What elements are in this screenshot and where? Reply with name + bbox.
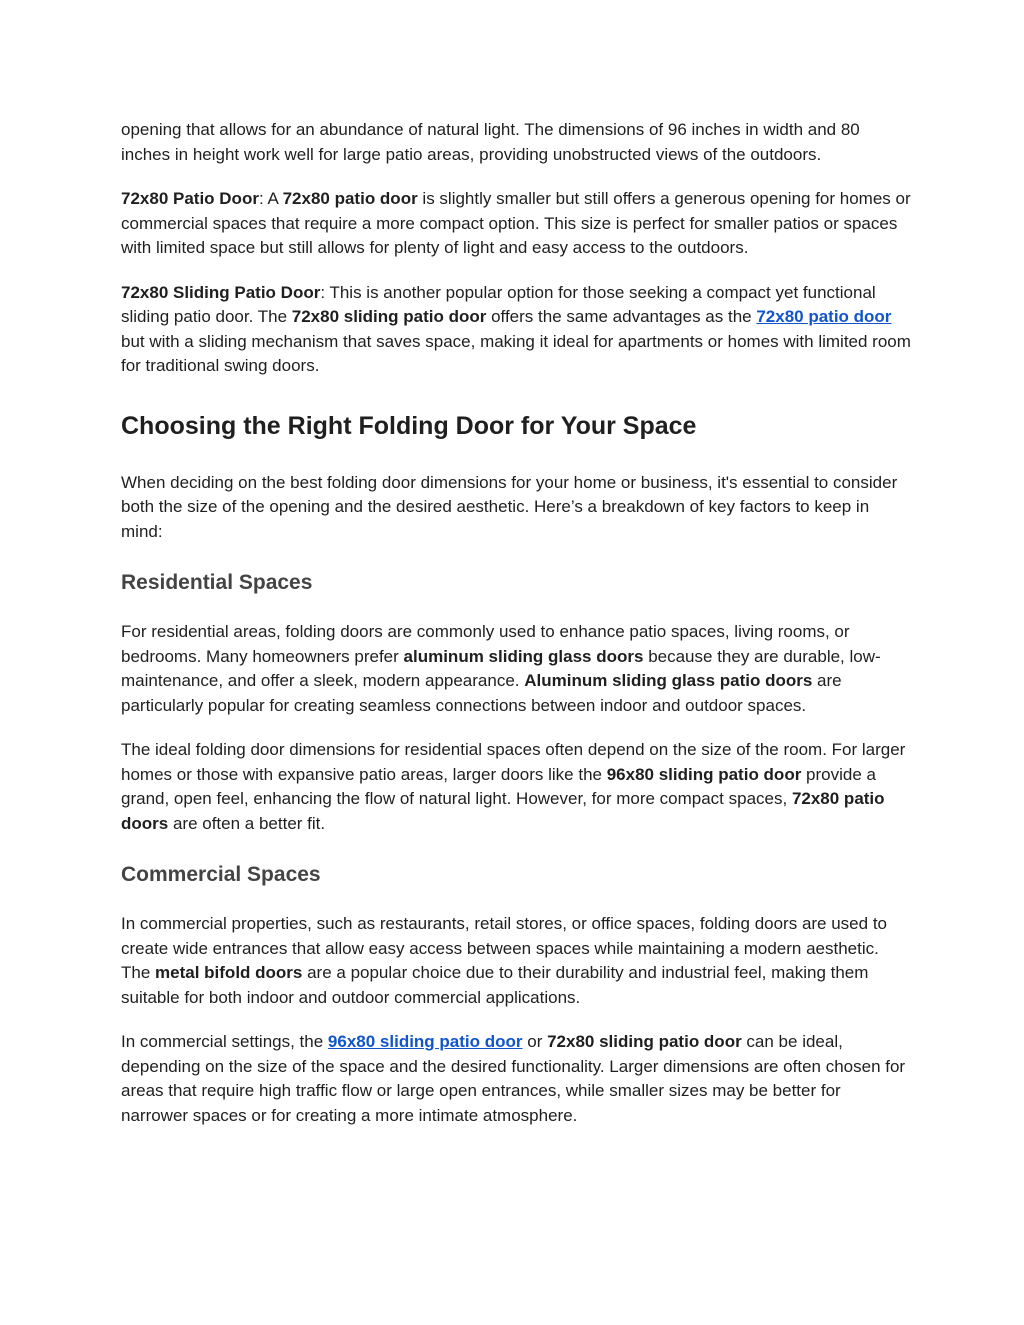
paragraph-text: When deciding on the best folding door dimensions for your home or business, it's essential to consider both the size of the opening and the desired aesthetic. Here’s a breakdown of key factors to keep in mind: xyxy=(121,472,898,541)
bold-72x80-sliding-patio-door: 72x80 sliding patio door xyxy=(291,307,487,326)
paragraph-text: : A xyxy=(258,189,283,208)
paragraph-72x80-sliding-patio-door xyxy=(121,281,911,379)
paragraph-text: The ideal folding door dimensions for residential spaces often depend on the size of the room. For larger homes or those with expansive patio areas, larger doors like the xyxy=(121,740,906,784)
bold-aluminum-sliding-glass-doors: aluminum sliding glass doors xyxy=(403,646,644,666)
paragraph-text: : This is another popular option for those seeking a compact yet functional sliding patio door. The xyxy=(121,282,876,326)
bold-metal-bifold-doors: metal bifold doors xyxy=(155,963,303,982)
paragraph-text: because they are durable, low-maintenance, and offer a sleek, modern appearance. xyxy=(121,646,881,690)
bold-72x80-patio-doors: 72x80 patio doors xyxy=(121,789,885,833)
paragraph-text: are a popular choice due to their durability and industrial feel, making them suitable for both indoor and outdoor commercial applications. xyxy=(121,963,869,1007)
paragraph-text: but with a sliding mechanism that saves space, making it ideal for apartments or homes with limited room for traditional swing doors. xyxy=(121,331,911,375)
paragraph-text: offers the same advantages as the xyxy=(486,307,757,326)
bold-aluminum-sliding-glass-patio-doors: Aluminum sliding glass patio doors xyxy=(524,671,813,690)
bold-96x80-sliding-patio-door: 96x80 sliding patio door xyxy=(606,764,802,784)
paragraph-commercial-properties xyxy=(121,912,911,1010)
paragraph-text: opening that allows for an abundance of natural light. The dimensions of 96 inches in width and 80 inches in height work well for large patio areas, providing unobstructed views of the outdoors. xyxy=(121,120,860,164)
paragraph-72x80-patio-door xyxy=(121,187,911,261)
paragraph-text: is slightly smaller but still offers a generous opening for homes or commercial spaces that require a more compact option. This size is perfect for smaller patios or spaces with limited space but still allows for plenty of light and easy access to the outdoors. xyxy=(121,189,911,257)
term-72x80-sliding-patio-door: 72x80 Sliding Patio Door xyxy=(121,282,321,302)
paragraph-96x80-continued xyxy=(121,118,911,167)
heading-choosing-right-folding-door: Choosing the Right Folding Door for Your Space xyxy=(121,411,697,440)
heading-commercial-spaces: Commercial Spaces xyxy=(121,863,321,886)
paragraph-deciding-dimensions xyxy=(121,471,911,545)
link-96x80-sliding-patio-door[interactable]: 96x80 sliding patio door xyxy=(327,1032,523,1051)
paragraph-text: In commercial settings, the xyxy=(121,1032,328,1051)
paragraph-text: In commercial properties, such as restaurants, retail stores, or office spaces, folding doors are used to create wide entrances that allow easy access between spaces while maintaining a modern aesthetic. The xyxy=(121,914,887,982)
paragraph-commercial-settings xyxy=(121,1030,911,1128)
bold-72x80-sliding-patio-door: 72x80 sliding patio door xyxy=(547,1032,742,1051)
paragraph-residential-areas xyxy=(121,620,911,718)
paragraph-text: can be ideal, depending on the size of the space and the desired functionality. Larger dimensions are often chosen for areas that require high traffic flow or large open entrances, while smaller sizes may be better for narrower spaces or for creating a more intimate atmosphere. xyxy=(121,1032,906,1125)
link-72x80-patio-door[interactable]: 72x80 patio door xyxy=(756,307,892,326)
document-page xyxy=(121,118,911,1148)
paragraph-text: are particularly popular for creating seamless connections between indoor and outdoor spaces. xyxy=(121,671,842,715)
paragraph-text: are often a better fit. xyxy=(168,813,326,833)
paragraph-text: or xyxy=(522,1032,548,1051)
bold-72x80-patio-door: 72x80 patio door xyxy=(282,189,418,208)
paragraph-text: For residential areas, folding doors are commonly used to enhance patio spaces, living rooms, or bedrooms. Many homeowners prefer xyxy=(121,622,850,666)
paragraph-text: provide a grand, open feel, enhancing the flow of natural light. However, for more compact spaces, xyxy=(121,764,876,808)
term-72x80-patio-door: 72x80 Patio Door xyxy=(121,189,259,208)
paragraph-ideal-residential-dimensions xyxy=(121,738,911,836)
heading-residential-spaces: Residential Spaces xyxy=(121,571,313,594)
